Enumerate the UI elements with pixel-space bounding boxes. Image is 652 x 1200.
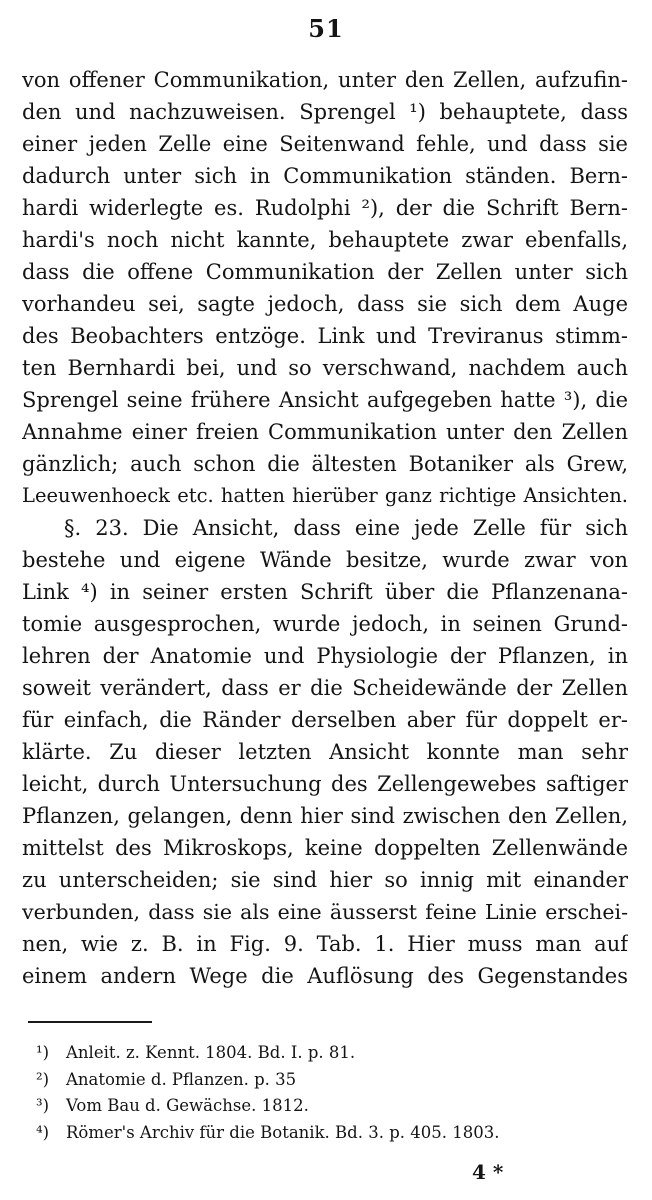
footnote-marker: ¹)	[36, 1043, 50, 1062]
text-line: für einfach, die Ränder derselben aber für doppelt er-	[22, 708, 628, 732]
footnote-marker: ²)	[36, 1069, 50, 1089]
footnote-text: Anleit. z. Kennt. 1804. Bd. I. p. 81.	[66, 1043, 356, 1062]
body-text	[22, 64, 628, 992]
text-line: mittelst des Mikroskops, keine doppelten Zellenwände	[22, 836, 628, 860]
text-line: lehren der Anatomie und Physiologie der Pflanzen, in	[22, 644, 628, 668]
footnotes	[36, 1040, 636, 1146]
footnote-text: Römer's Archiv für die Botanik. Bd. 3. p. 405. 1803.	[66, 1122, 500, 1142]
text-line: klärte. Zu dieser letzten Ansicht konnte man sehr	[22, 740, 628, 764]
footnote-marker: ³)	[36, 1096, 50, 1115]
text-line: dadurch unter sich in Communikation ständen. Bern-	[22, 164, 628, 188]
signature-mark: 4 *	[472, 1160, 504, 1184]
text-line: soweit verändert, dass er die Scheidewände der Zellen	[22, 676, 628, 700]
text-line: Sprengel seine frühere Ansicht aufgegeben hatte ³), die	[22, 388, 628, 412]
text-line: dass die offene Communikation der Zellen unter sich	[22, 260, 628, 284]
text-line: hardi widerlegte es. Rudolphi ²), der die Schrift Bern-	[22, 196, 628, 220]
text-line: ten Bernhardi bei, und so verschwand, nachdem auch	[22, 356, 628, 380]
text-line: nen, wie z. B. in Fig. 9. Tab. 1. Hier muss man auf	[22, 932, 628, 956]
footnote-item	[36, 1093, 636, 1120]
text-line: Pflanzen, gelangen, denn hier sind zwischen den Zellen,	[22, 804, 628, 828]
text-line: einem andern Wege die Auflösung des Gegenstandes	[22, 964, 628, 988]
text-line: von offener Communikation, unter den Zellen, aufzufin-	[22, 68, 628, 92]
footnote-text: Anatomie d. Pflanzen. p. 35	[66, 1069, 297, 1089]
text-line: vorhandeu sei, sagte jedoch, dass sie sich dem Auge	[22, 292, 628, 316]
text-line: hardi's noch nicht kannte, behauptete zwar ebenfalls,	[22, 228, 628, 252]
footnote-item	[36, 1040, 636, 1067]
footnote-marker: ⁴)	[36, 1122, 50, 1142]
section-heading-line: §. 23. Die Ansicht, dass eine jede Zelle für sich	[64, 516, 628, 540]
text-line: verbunden, dass sie als eine äusserst feine Linie erschei-	[22, 900, 628, 924]
text-line: den und nachzuweisen. Sprengel ¹) behauptete, dass	[22, 100, 628, 124]
page-number: 51	[308, 14, 344, 43]
text-line: leicht, durch Untersuchung des Zellengewebes saftiger	[22, 772, 628, 796]
text-line: Annahme einer freien Communikation unter den Zellen	[22, 420, 628, 444]
footnote-divider	[28, 1021, 152, 1023]
text-line: zu unterscheiden; sie sind hier so innig mit einander	[22, 868, 628, 892]
footnote-text: Vom Bau d. Gewächse. 1812.	[66, 1096, 309, 1115]
text-line: Link ⁴) in seiner ersten Schrift über die Pflanzenana-	[22, 580, 628, 604]
footnote-item	[36, 1067, 636, 1094]
footnote-item	[36, 1120, 636, 1147]
text-line: bestehe und eigene Wände besitze, wurde zwar von	[22, 548, 628, 572]
text-line: gänzlich; auch schon die ältesten Botaniker als Grew,	[22, 452, 628, 476]
text-line: tomie ausgesprochen, wurde jedoch, in seinen Grund-	[22, 612, 628, 636]
text-line: einer jeden Zelle eine Seitenwand fehle, und dass sie	[22, 132, 628, 156]
text-line: Leeuwenhoeck etc. hatten hierüber ganz richtige Ansichten.	[22, 484, 628, 507]
text-line: des Beobachters entzöge. Link und Treviranus stimm-	[22, 324, 628, 348]
